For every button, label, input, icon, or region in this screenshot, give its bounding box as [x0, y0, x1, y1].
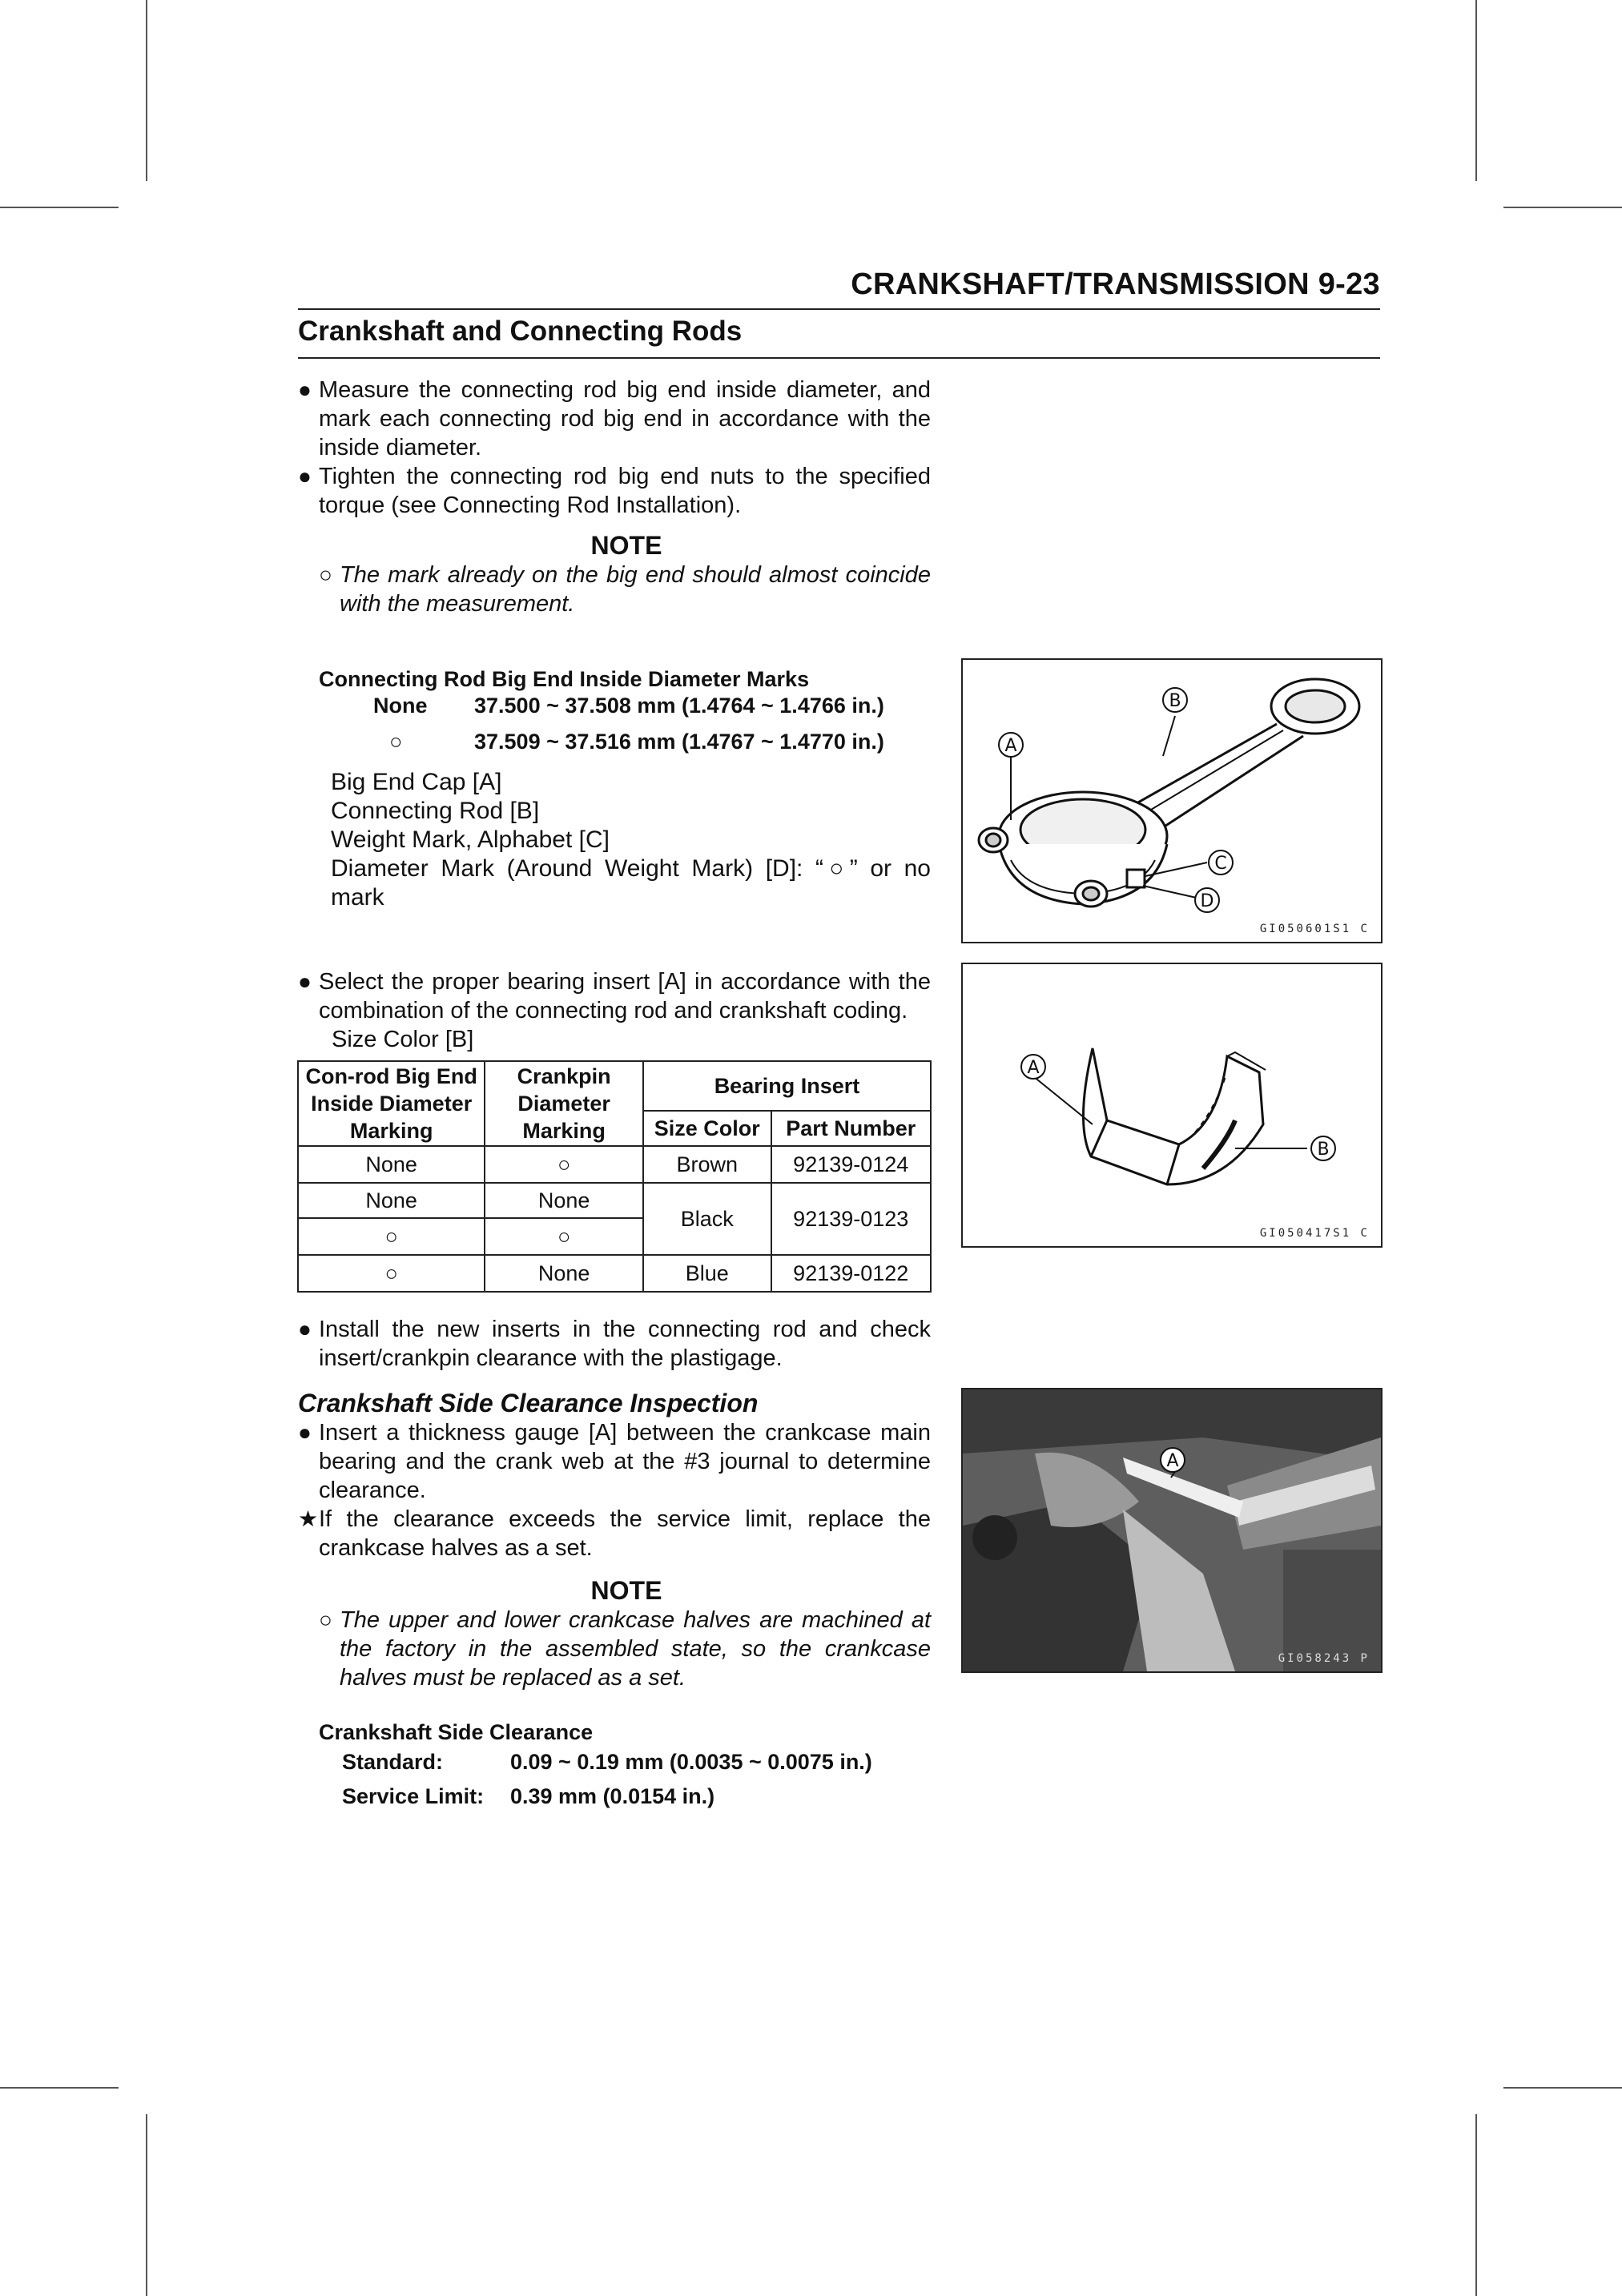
crop-mark: [1475, 0, 1477, 181]
header-bearing-insert: Bearing Insert: [643, 1061, 931, 1111]
connecting-rod-figure: [961, 658, 1383, 943]
cell-color: Brown: [643, 1146, 771, 1183]
callout-label: A: [1027, 1058, 1040, 1078]
crop-mark: [1503, 2087, 1622, 2089]
header-conrod: Con-rod Big End Inside Diameter Marking: [298, 1061, 485, 1146]
bearing-insert-drawing: [963, 964, 1381, 1246]
callout-label: A: [1004, 736, 1017, 756]
note-text: The upper and lower crankcase halves are machined at the factory in the assembled state, so the crankcase halves must be replaced as a set.: [340, 1607, 931, 1691]
clearance-limit-row: [342, 1784, 714, 1809]
diameter-marks-title: Connecting Rod Big End Inside Diameter Marks: [319, 667, 810, 691]
mark-label: None: [373, 694, 428, 718]
figure-labels: [331, 768, 931, 912]
star-icon: ★: [298, 1506, 319, 1531]
subsection-title: Crankshaft Side Clearance Inspection: [298, 1389, 759, 1417]
list-item: [298, 462, 931, 520]
list-item: [298, 1418, 931, 1505]
clearance-standard-row: [342, 1750, 872, 1775]
intro-bullets: [298, 376, 931, 520]
cell-part: 92139-0122: [771, 1255, 932, 1292]
cell-color: Blue: [643, 1255, 771, 1292]
bullet-text: Select the proper bearing insert [A] in accordance with the combination of the connecting rod and crankshaft coding.: [319, 969, 931, 1023]
bullet-text: Install the new inserts in the connecting rod and check insert/crankpin clearance with the plastigage.: [319, 1317, 931, 1371]
list-item: [298, 1315, 931, 1373]
limit-value: 0.39 mm (0.0154 in.): [510, 1784, 715, 1808]
note-heading: NOTE: [590, 1576, 662, 1605]
diameter-mark-row: [373, 730, 884, 754]
circle-icon: ○: [319, 562, 332, 587]
callout-label: C: [1214, 854, 1227, 874]
clearance-spec-title: Crankshaft Side Clearance: [319, 1720, 594, 1744]
cell-conrod: ○: [298, 1255, 485, 1292]
bullet-icon: ●: [298, 969, 312, 994]
callout-label: A: [1166, 1451, 1179, 1471]
cell-conrod: ○: [298, 1218, 485, 1255]
label-item: Diameter Mark (Around Weight Mark) [D]: “○” or no mark: [331, 855, 931, 911]
header-part-number: Part Number: [771, 1111, 932, 1146]
label-item: Connecting Rod [B]: [331, 798, 540, 824]
bearing-insert-figure: [961, 963, 1383, 1248]
install-bullet: [298, 1315, 931, 1373]
bullet-icon: ●: [298, 1317, 312, 1341]
crop-mark: [1475, 2114, 1477, 2296]
list-item: [298, 376, 931, 462]
standard-value: 0.09 ~ 0.19 mm (0.0035 ~ 0.0075 in.): [510, 1750, 872, 1774]
cell-crankpin: None: [485, 1183, 643, 1218]
crop-mark: [1503, 207, 1622, 208]
section-title: Crankshaft and Connecting Rods: [298, 316, 743, 347]
select-bullet: [298, 967, 931, 1054]
bullet-text: Measure the connecting rod big end inside diameter, and mark each connecting rod big end in accordance with the inside diameter.: [319, 377, 931, 460]
table-row: [298, 1183, 931, 1218]
diameter-mark-row: [373, 694, 884, 718]
cell-crankpin: ○: [485, 1146, 643, 1183]
header-size-color: Size Color: [643, 1111, 771, 1146]
mark-value: 37.500 ~ 37.508 mm (1.4764 ~ 1.4766 in.): [474, 694, 884, 718]
thickness-gauge-photo: [961, 1388, 1383, 1673]
label-item: Big End Cap [A]: [331, 769, 502, 795]
callout-label: B: [1317, 1140, 1330, 1160]
callout-label: D: [1200, 891, 1214, 911]
note-heading: NOTE: [590, 531, 662, 560]
crop-mark: [0, 2087, 119, 2089]
cell-part: 92139-0124: [771, 1146, 932, 1183]
figure-id: GI050417S1 C: [1259, 1227, 1370, 1240]
note-body: [319, 561, 931, 618]
callout-label: B: [1169, 691, 1181, 711]
crop-mark: [146, 0, 147, 181]
cell-crankpin: ○: [485, 1218, 643, 1255]
header-crankpin: Crankpin Diameter Marking: [485, 1061, 643, 1146]
standard-label: Standard:: [342, 1750, 444, 1774]
bullet-icon: ●: [298, 1420, 312, 1445]
note-item: [319, 561, 931, 618]
note-body: [319, 1606, 931, 1692]
mark-value: 37.509 ~ 37.516 mm (1.4767 ~ 1.4770 in.): [474, 730, 884, 754]
note-item: [319, 1606, 931, 1692]
bullet-icon: ●: [298, 464, 312, 489]
cell-conrod: None: [298, 1146, 485, 1183]
table-row: [298, 1255, 931, 1292]
cell-crankpin: None: [485, 1255, 643, 1292]
bullet-text: If the clearance exceeds the service limit, replace the crankcase halves as a set.: [319, 1506, 931, 1561]
bearing-insert-table: [297, 1060, 932, 1293]
side-clearance-bullets: [298, 1418, 931, 1562]
header-rule: [298, 308, 1380, 310]
bullet-icon: ●: [298, 377, 312, 402]
crop-mark: [0, 207, 119, 208]
figure-id: GI058243 P: [1278, 1652, 1370, 1665]
chapter-title: CRANKSHAFT/TRANSMISSION 9-23: [851, 267, 1380, 301]
connecting-rod-drawing: [963, 660, 1381, 942]
crop-mark: [146, 2114, 147, 2296]
size-color-label: Size Color [B]: [332, 1027, 474, 1052]
list-item: [298, 967, 931, 1025]
mark-label: ○: [389, 730, 403, 754]
bullet-text: Insert a thickness gauge [A] between the crankcase main bearing and the crank web at the #3 journal to determine clearance.: [319, 1420, 931, 1503]
circle-icon: ○: [319, 1607, 332, 1632]
cell-color: Black: [643, 1183, 771, 1255]
label-item: Weight Mark, Alphabet [C]: [331, 826, 610, 853]
thickness-gauge-photo-drawing: [963, 1389, 1381, 1671]
limit-label: Service Limit:: [342, 1784, 485, 1808]
list-item: [298, 1505, 931, 1562]
bullet-text: Tighten the connecting rod big end nuts to the specified torque (see Connecting Rod Installation).: [319, 464, 931, 518]
note-text: The mark already on the big end should almost coincide with the measurement.: [340, 562, 931, 617]
figure-id: GI050601S1 C: [1259, 923, 1370, 935]
cell-part: 92139-0123: [771, 1183, 932, 1255]
section-rule: [298, 357, 1380, 359]
cell-conrod: None: [298, 1183, 485, 1218]
table-row: [298, 1146, 931, 1183]
